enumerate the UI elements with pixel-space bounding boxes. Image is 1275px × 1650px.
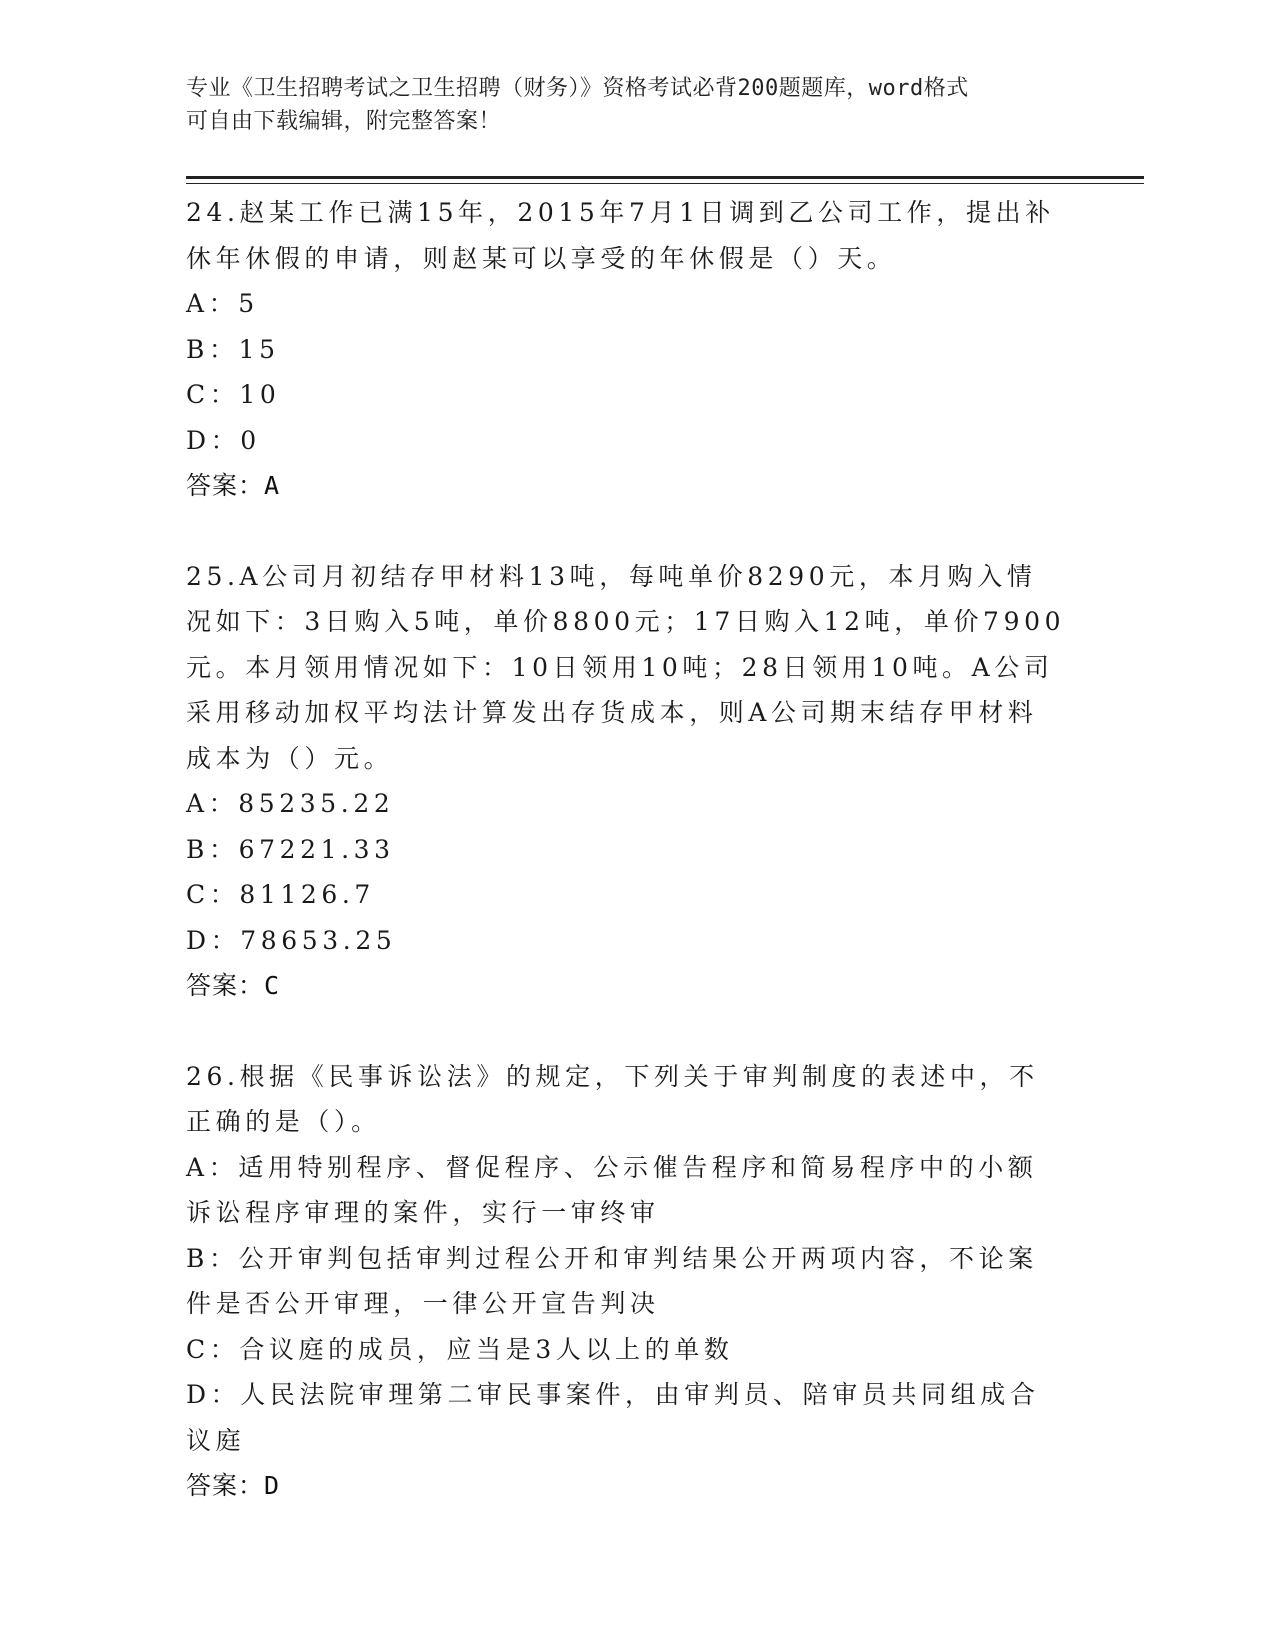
header-divider-thick (186, 176, 1144, 179)
answer-line: 答案：C (186, 971, 281, 1000)
question-text: 26.根据《民事诉讼法》的规定，下列关于审判制度的表述中，不正确的是（）。 (186, 1061, 1039, 1136)
option-d: D：0 (186, 425, 261, 455)
question-list (186, 190, 1066, 1509)
question-26 (186, 1054, 1066, 1509)
question-24 (186, 190, 1066, 509)
answer-line: 答案：A (186, 471, 281, 500)
option-b: B：15 (186, 334, 280, 364)
option-b: B：公开审判包括审判过程公开和审判结果公开两项内容，不论案件是否公开审理，一律公开宣告判决 (186, 1243, 1038, 1318)
question-text: 24.赵某工作已满15年，2015年7月1日调到乙公司工作，提出补休年休假的申请，则赵某可以享受的年休假是（）天。 (186, 198, 1055, 273)
option-c: C：合议庭的成员，应当是3人以上的单数 (186, 1334, 734, 1364)
option-c: C：10 (186, 380, 281, 409)
option-a: A：85235.22 (186, 789, 395, 818)
header-line-1: 专业《卫生招聘考试之卫生招聘（财务）》资格考试必背200题题库，word格式 (186, 76, 969, 101)
option-c: C：81126.7 (186, 880, 375, 909)
header-divider-thin (186, 183, 1144, 184)
question-text: 25.A公司月初结存甲材料13吨，每吨单价8290元，本月购入情况如下：3日购入5吨，单价8800元；17日购入12吨，单价7900元。本月领用情况如下：10日领用10吨；28日领用10吨。A公司采用移动加权平均法计算发出存货成本，则A公司期末结存甲材料成本为（）元。 (186, 561, 1066, 773)
option-b: B：67221.33 (186, 834, 395, 864)
question-spacer (186, 1009, 1066, 1054)
option-a: A：5 (186, 289, 259, 318)
answer-line: 答案：D (186, 1471, 281, 1500)
document-header (186, 72, 1066, 138)
header-line-2: 可自由下载编辑，附完整答案！ (186, 109, 502, 134)
question-spacer (186, 509, 1066, 554)
option-a: A：适用特别程序、督促程序、公示催告程序和简易程序中的小额诉讼程序审理的案件，实行一审终审 (186, 1152, 1038, 1227)
option-d: D：人民法院审理第二审民事案件，由审判员、陪审员共同组成合议庭 (186, 1380, 1040, 1455)
question-25 (186, 554, 1066, 1009)
option-d: D：78653.25 (186, 925, 397, 955)
